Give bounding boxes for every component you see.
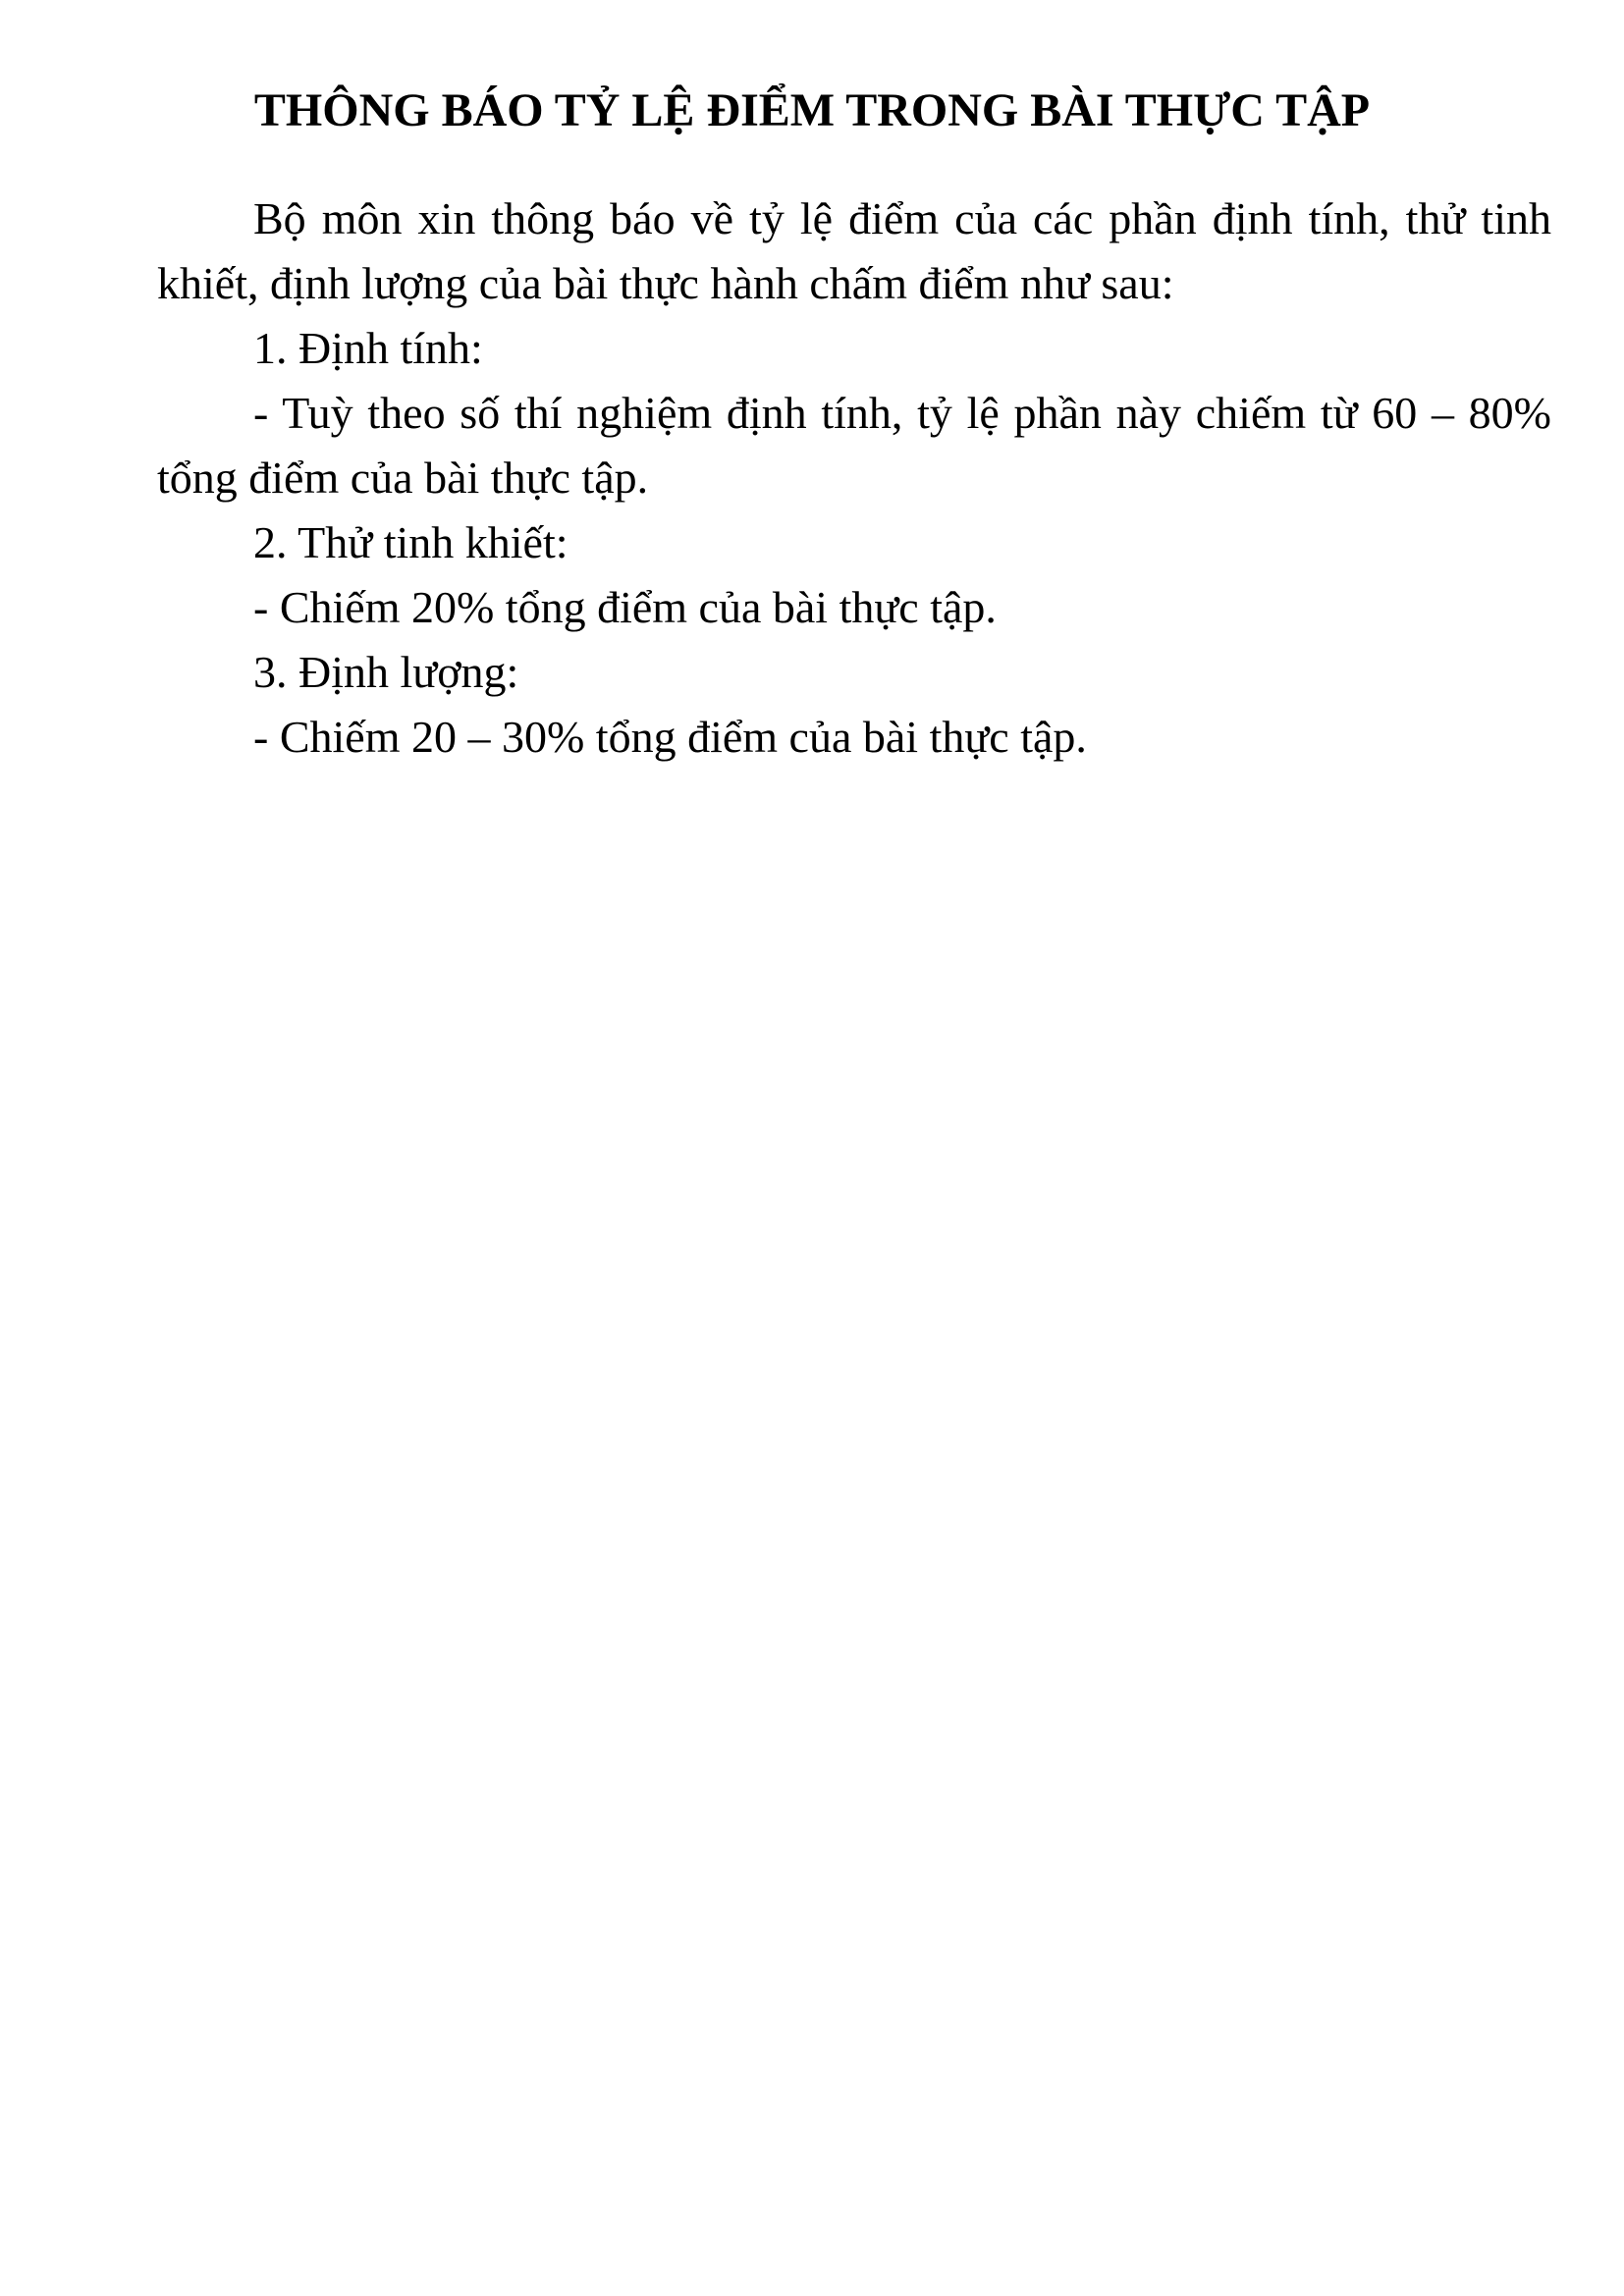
section-detail-qualitative: - Tuỳ theo số thí nghiệm định tính, tỷ lệ phần này chiếm từ 60 – 80% tổng điểm của bài thực tập. <box>157 388 1551 503</box>
document-body <box>157 187 1551 770</box>
document-title: THÔNG BÁO TỶ LỆ ĐIỂM TRONG BÀI THỰC TẬP <box>253 84 1371 136</box>
section-heading-purity: 2. Thử tinh khiết: <box>253 517 568 567</box>
section-detail-quantitative: - Chiếm 20 – 30% tổng điểm của bài thực tập. <box>253 712 1087 762</box>
intro-paragraph: Bộ môn xin thông báo về tỷ lệ điểm của các phần định tính, thử tinh khiết, định lượng của bài thực hành chấm điểm như sau: <box>157 193 1551 308</box>
section-heading-qualitative: 1. Định tính: <box>253 323 483 373</box>
section-detail-purity: - Chiếm 20% tổng điểm của bài thực tập. <box>253 582 997 632</box>
section-heading-quantitative: 3. Định lượng: <box>253 647 519 697</box>
